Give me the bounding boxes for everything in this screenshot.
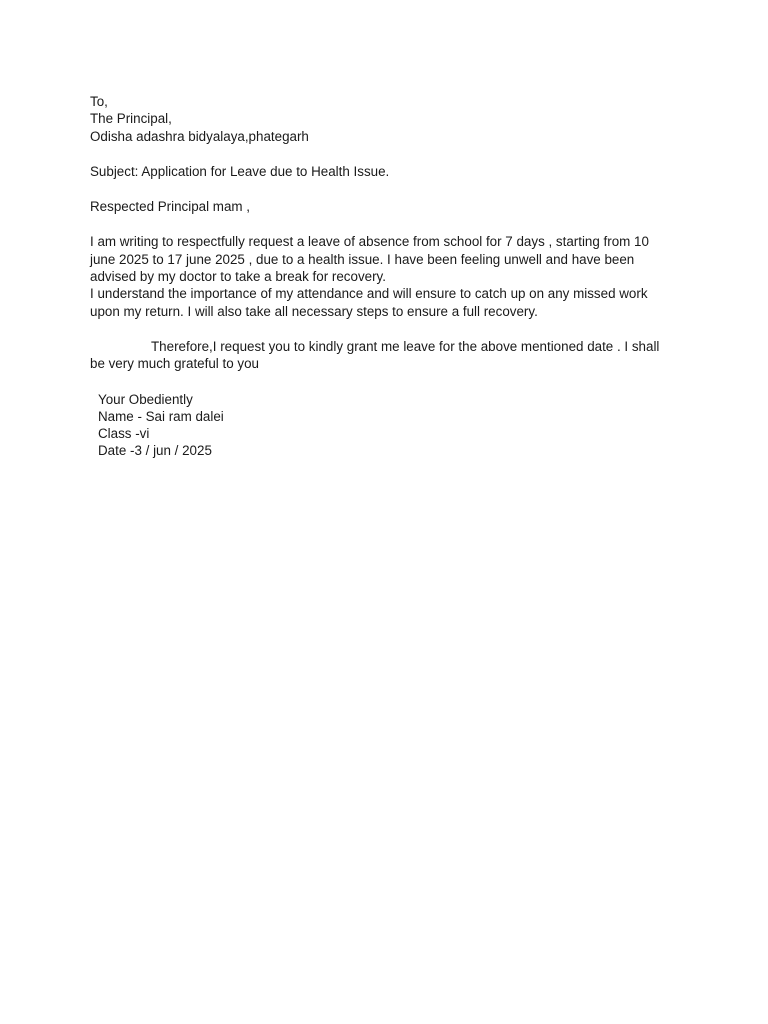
closing-class: Class -vi xyxy=(98,426,150,442)
paragraph-line: upon my return. I will also take all necessary steps to ensure a full recovery. xyxy=(90,303,538,319)
paragraph-line: advised by my doctor to take a break for recovery. xyxy=(90,269,386,285)
letter-salutation: Respected Principal mam , xyxy=(90,199,251,215)
paragraph-line-text: Therefore,I request you to kindly grant me leave for the above mentioned date . I shall xyxy=(151,338,660,354)
paragraph-line: I am writing to respectfully request a leave of absence from school for 7 days , starting from 10 xyxy=(90,234,649,250)
closing-sign-off: Your Obediently xyxy=(98,391,193,407)
body-paragraph-1 xyxy=(90,233,690,319)
paragraph-line: be very much grateful to you xyxy=(90,356,259,372)
letter-page xyxy=(90,93,690,460)
address-block xyxy=(90,93,690,145)
paragraph-line-indented xyxy=(90,338,690,355)
paragraph-line: I understand the importance of my attendance and will ensure to catch up on any missed work xyxy=(90,286,648,302)
letter-subject: Subject: Application for Leave due to Health Issue. xyxy=(90,163,390,179)
address-to: To, xyxy=(90,94,108,109)
body-paragraph-2 xyxy=(90,338,690,373)
address-school: Odisha adashra bidyalaya,phategarh xyxy=(90,128,309,144)
closing-name: Name - Sai ram dalei xyxy=(98,408,224,424)
closing-block xyxy=(90,391,690,460)
address-recipient: The Principal, xyxy=(90,111,172,127)
paragraph-line: june 2025 to 17 june 2025 , due to a health issue. I have been feeling unwell and have been xyxy=(90,251,635,267)
closing-date: Date -3 / jun / 2025 xyxy=(98,443,212,459)
